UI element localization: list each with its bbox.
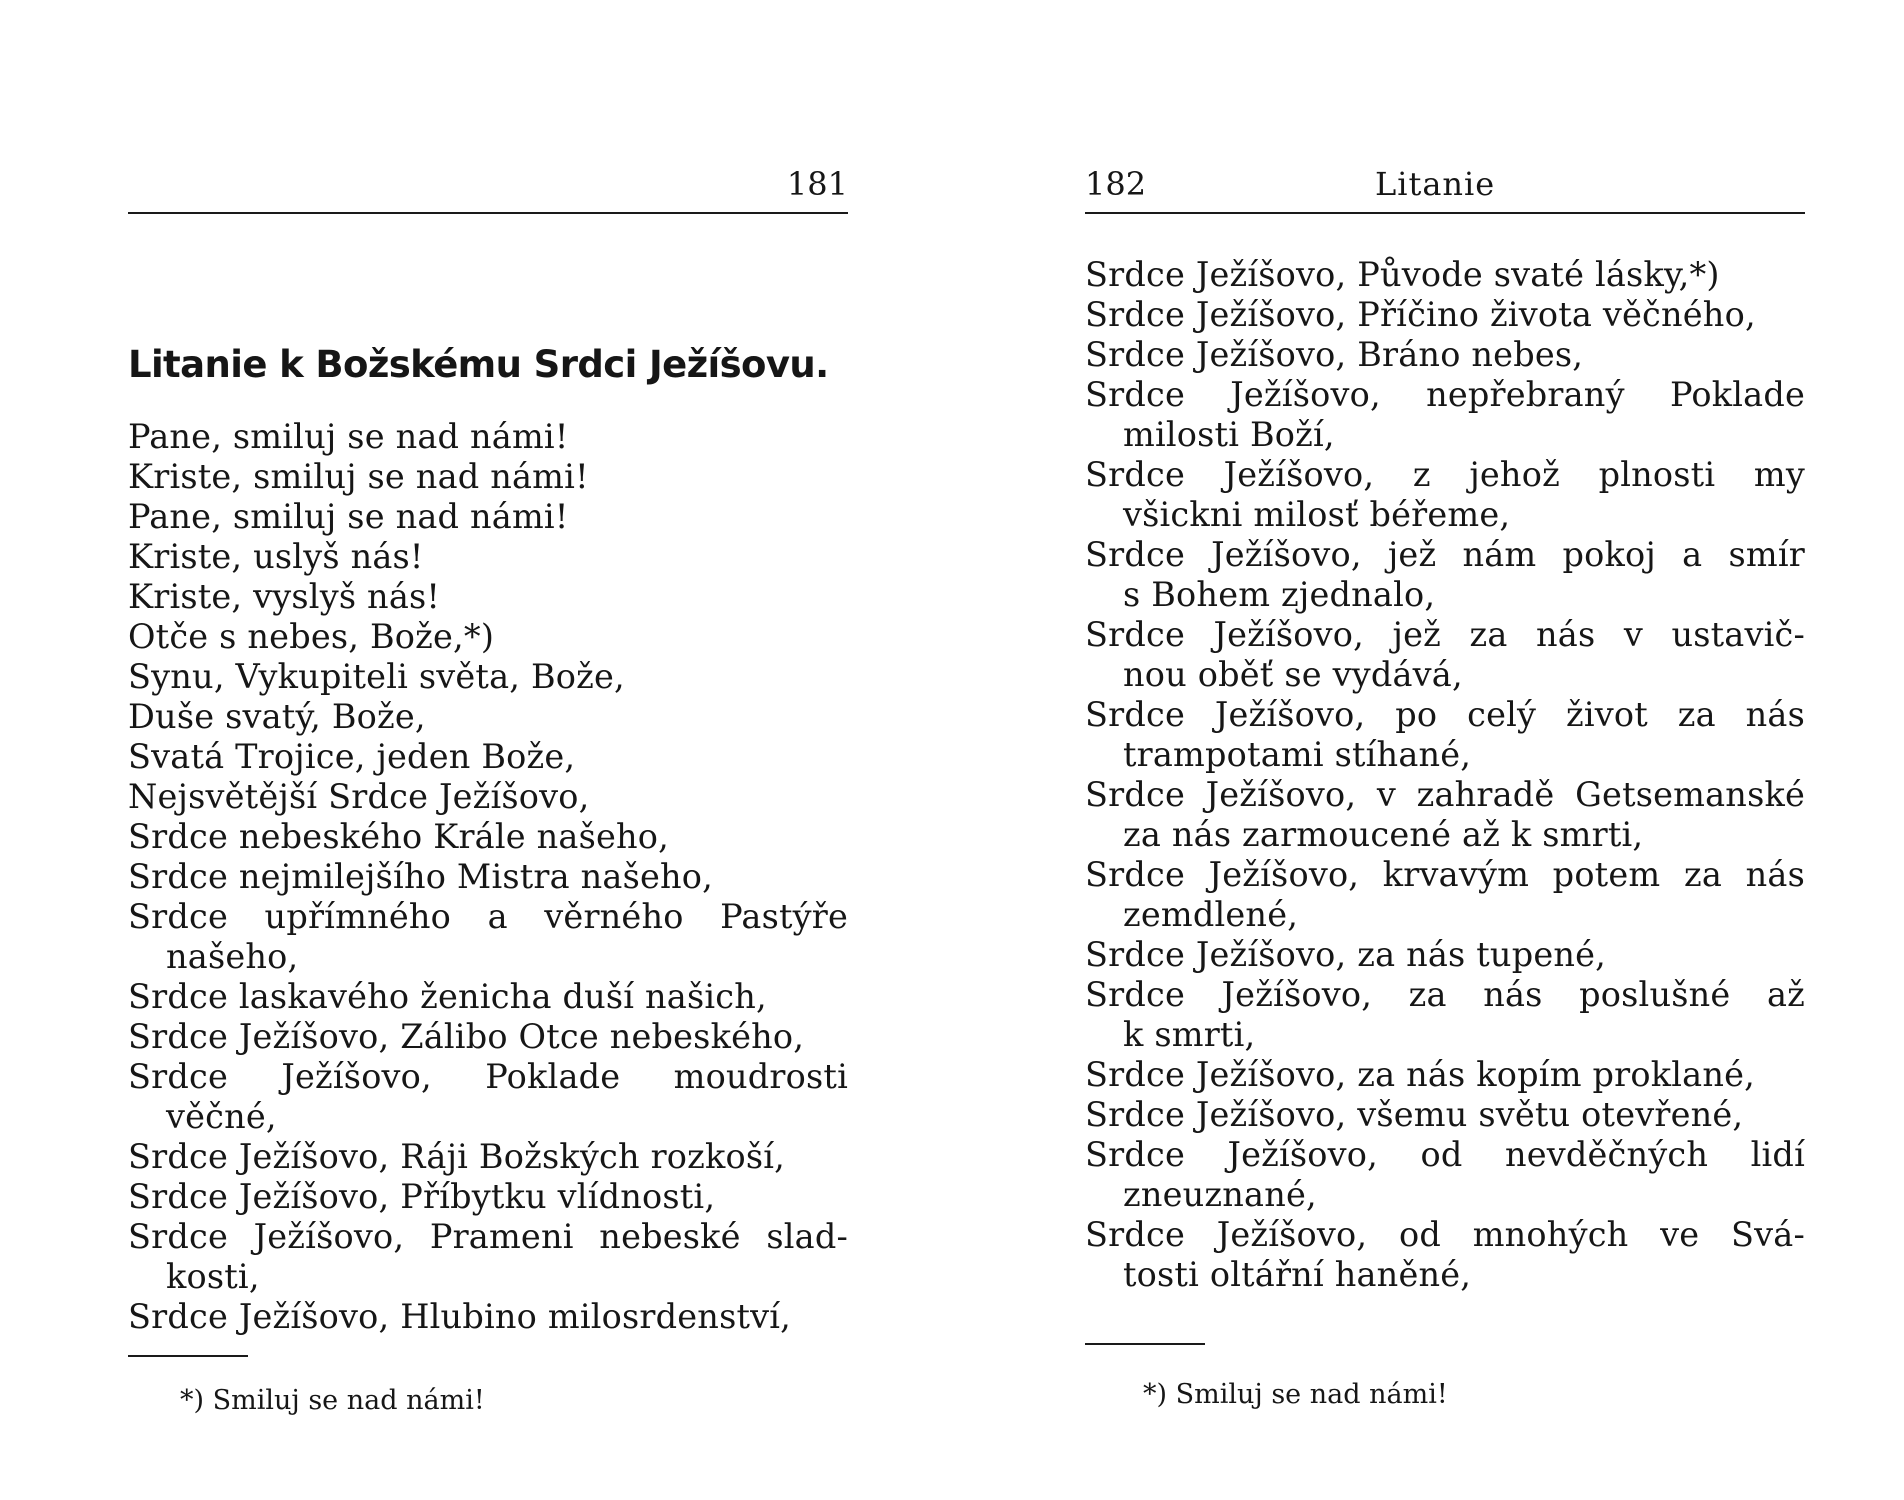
litany-line: Duše svatý, Bože, <box>128 697 426 736</box>
litany-line: Otče s nebes, Bože,*) <box>128 617 495 656</box>
litany-line: Kriste, vyslyš nás! <box>128 577 441 616</box>
litany-line: za nás zarmoucené až k smrti, <box>1123 815 1644 854</box>
litany-line: Srdce Ježíšovo, všemu světu otevřené, <box>1085 1095 1744 1134</box>
litany-line: zneuznané, <box>1123 1175 1317 1214</box>
litany-line: Srdce Ježíšovo, Ráji Božských rozkoší, <box>128 1137 786 1176</box>
litany-line: věčné, <box>166 1097 277 1136</box>
right-page <box>1085 0 1805 1500</box>
litany-line: Pane, smiluj se nad námi! <box>128 497 569 536</box>
litany-line: Srdce Ježíšovo, po celý život za nás <box>1085 695 1805 734</box>
litany-line: milosti Boží, <box>1123 415 1335 454</box>
litany-line: Nejsvětější Srdce Ježíšovo, <box>128 777 590 816</box>
litany-lines-right <box>1085 255 1805 1295</box>
litany-line: Srdce Ježíšovo, od nevděčných lidí <box>1085 1135 1805 1174</box>
litany-line: Srdce Ježíšovo, od mnohých ve Svá- <box>1085 1215 1805 1254</box>
left-page <box>128 0 848 1500</box>
litany-line: Srdce Ježíšovo, Zálibo Otce nebeského, <box>128 1017 805 1056</box>
right-page-header <box>1085 164 1805 208</box>
litany-line: Srdce Ježíšovo, Prameni nebeské slad- <box>128 1217 848 1256</box>
litany-line: Srdce Ježíšovo, Příčino života věčného, <box>1085 295 1756 334</box>
header-rule <box>128 212 848 214</box>
litany-line: Srdce Ježíšovo, krvavým potem za nás <box>1085 855 1805 894</box>
litany-line: Srdce Ježíšovo, jež nám pokoj a smír <box>1085 535 1805 574</box>
litany-line: Kriste, smiluj se nad námi! <box>128 457 589 496</box>
litany-line: Synu, Vykupiteli světa, Bože, <box>128 657 625 696</box>
litany-line: zemdlené, <box>1123 895 1299 934</box>
litany-line: Srdce Ježíšovo, v zahradě Getsemanské <box>1085 775 1805 814</box>
litany-line: s Bohem zjednalo, <box>1123 575 1436 614</box>
footnote: *) Smiluj se nad námi! <box>1143 1379 1448 1410</box>
page-number: 182 <box>1085 165 1147 203</box>
litany-line: nou oběť se vydává, <box>1123 655 1463 694</box>
litany-line: tosti oltářní haněné, <box>1123 1255 1472 1294</box>
litany-line: k smrti, <box>1123 1015 1256 1054</box>
header-rule <box>1085 212 1805 214</box>
litany-line: Srdce Ježíšovo, za nás poslušné až <box>1085 975 1805 1014</box>
litany-line: všickni milosť béřeme, <box>1123 495 1511 534</box>
litany-line: Srdce Ježíšovo, z jehož plnosti my <box>1085 455 1805 494</box>
litany-title: Litanie k Božskému Srdci Ježíšovu. <box>128 343 829 386</box>
litany-line: našeho, <box>166 937 299 976</box>
footnote: *) Smiluj se nad námi! <box>180 1385 485 1416</box>
litany-line: Srdce nejmilejšího Mistra našeho, <box>128 857 713 896</box>
litany-line: Srdce Ježíšovo, Bráno nebes, <box>1085 335 1584 374</box>
footnote-rule <box>128 1355 248 1357</box>
litany-line: Srdce nebeského Krále našeho, <box>128 817 669 856</box>
litany-line: trampotami stíhané, <box>1123 735 1472 774</box>
footnote-rule <box>1085 1343 1205 1345</box>
litany-line: Srdce Ježíšovo, Hlubino milosrdenství, <box>128 1297 792 1336</box>
running-title: Litanie <box>1375 165 1496 203</box>
litany-line: Kriste, uslyš nás! <box>128 537 424 576</box>
litany-lines-left <box>128 417 848 1337</box>
left-page-header <box>128 164 848 208</box>
litany-line: Pane, smiluj se nad námi! <box>128 417 569 456</box>
litany-line: Srdce Ježíšovo, nepřebraný Poklade <box>1085 375 1805 414</box>
litany-line: Srdce Ježíšovo, za nás kopím proklané, <box>1085 1055 1755 1094</box>
litany-line: Srdce Ježíšovo, jež za nás v ustavič- <box>1085 615 1805 654</box>
litany-line: Srdce Ježíšovo, Příbytku vlídnosti, <box>128 1177 716 1216</box>
litany-line: kosti, <box>166 1257 260 1296</box>
litany-line: Svatá Trojice, jeden Bože, <box>128 737 576 776</box>
litany-line: Srdce Ježíšovo, Původe svaté lásky,*) <box>1085 255 1720 294</box>
litany-line: Srdce upřímného a věrného Pastýře <box>128 897 848 936</box>
litany-line: Srdce Ježíšovo, za nás tupené, <box>1085 935 1607 974</box>
page-number: 181 <box>786 165 848 203</box>
litany-line: Srdce laskavého ženicha duší našich, <box>128 977 767 1016</box>
litany-line: Srdce Ježíšovo, Poklade moudrosti <box>128 1057 848 1096</box>
